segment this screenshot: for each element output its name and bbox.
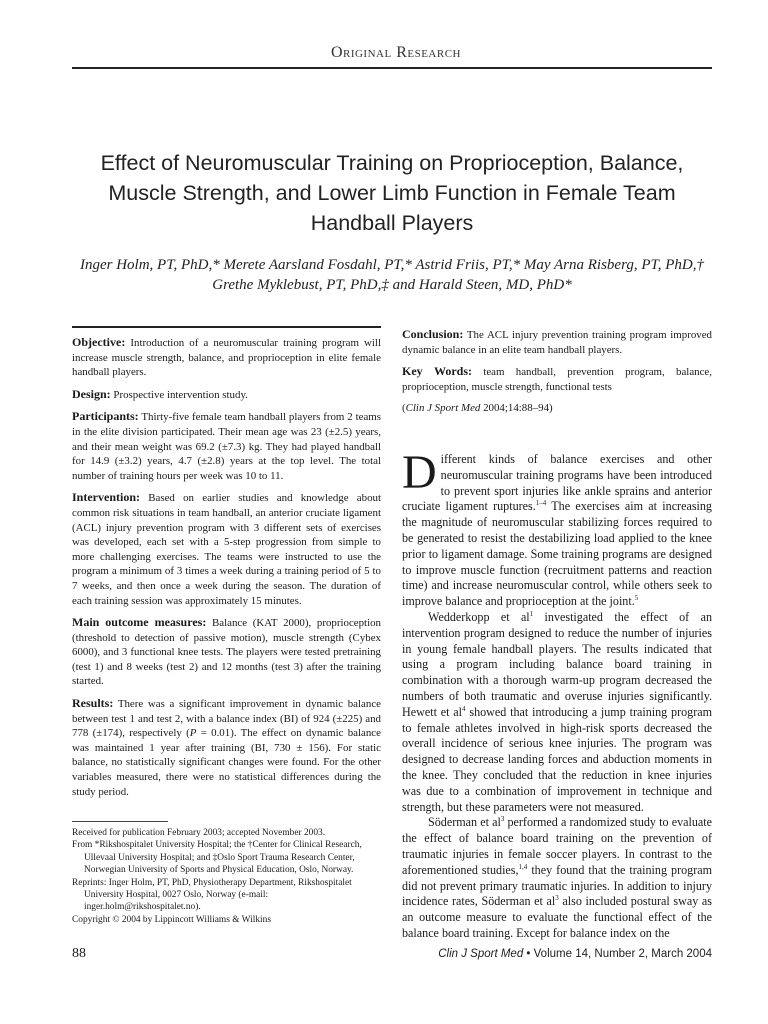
footnote-copyright: Copyright © 2004 by Lippincott Williams & Wilkins: [72, 914, 271, 925]
abstract-keywords: [402, 364, 712, 394]
citation-sup: 3: [500, 815, 505, 824]
body-text: also included postural sway as an outcome measure to evaluate the functional effect of the balance board training. Except for balance index on the: [402, 894, 712, 940]
footnotes: [72, 827, 381, 926]
title-line: Handball Players: [310, 211, 474, 235]
body-text: The exercises aim at increasing the magnitude of neuromuscular stabilizing forces required to be generated to resist the destabilizing load applied to the knee prior to ligament damage. Some training programs are designed to improve muscle function (recruitment patterns and reaction time) and increase neuromuscular control, while others seek to improve balance and proprioception at the joint.: [402, 499, 712, 609]
citation: (Clin J Sport Med 2004;14:88–94): [402, 402, 553, 415]
citation-sup: 5: [634, 594, 639, 603]
authors-line: Inger Holm, PT, PhD,* Merete Aarsland Fosdahl, PT,* Astrid Friis, PT,* May Arna Risberg, PT, PhD,†: [79, 257, 704, 273]
article-body: [402, 446, 712, 942]
objective-label: Objective:: [72, 335, 126, 349]
abstract-objective: [72, 335, 381, 380]
body-text: performed a randomized study to evaluate the effect of balance board training on the prevention of traumatic injuries in female soccer players. In contrast to the aforementioned studies,: [402, 815, 712, 877]
abstract-results: [72, 696, 381, 799]
conclusion-label: Conclusion:: [402, 327, 464, 341]
citation-sup: 3: [555, 894, 559, 903]
results-label: Results:: [72, 696, 114, 711]
header-rule: [72, 67, 712, 69]
conclusion-text: The ACL injury prevention training program improved dynamic balance in an elite team handball players.: [402, 329, 712, 356]
results-text: = 0.01). The effect on dynamic balance was maintained 1 year after training (BI, 730 ± 156). For static balance, no statistically significant changes were found. For the other variables measured, there were no statistical differences during the study period.: [72, 727, 381, 798]
drop-cap: D: [402, 446, 437, 499]
participants-label: Participants:: [72, 409, 139, 424]
citation-details: 2004;14:88–94): [480, 402, 553, 415]
outcome-label: Main outcome measures:: [72, 615, 207, 630]
abstract-conclusion: [402, 327, 712, 357]
abstract-outcome: [72, 615, 381, 689]
abstract-rule: [72, 326, 381, 328]
journal-issue: • Volume 14, Number 2, March 2004: [523, 948, 712, 960]
participants-text: Thirty-five female team handball players from 2 teams in the elite division participated. Their mean age was 23 (±2.5) years, and their mean weight was 69.2 (±7.3) kg. They had played handball for 14.9 (±3.2) years, 4.7 (±2.8) years at the top level. The total number of training hours per week was 10 to 11.: [72, 411, 381, 482]
body-paragraph: [402, 815, 712, 941]
keywords-text: team handball, prevention program, balance, proprioception, muscle strength, functional tests: [402, 366, 712, 393]
authors-line: Grethe Myklebust, PT, PhD,‡ and Harald Steen, MD, PhD*: [212, 277, 572, 293]
abstract-right-column: [402, 327, 712, 423]
footnote-received: Received for publication February 2003; accepted November 2003.: [72, 828, 326, 838]
design-text: Prospective intervention study.: [113, 388, 248, 401]
author-list: [60, 255, 724, 295]
abstract-participants: [72, 409, 381, 483]
abstract-design: [72, 387, 381, 403]
citation-sup: 4: [462, 704, 466, 713]
abstract-left-column: [72, 335, 381, 806]
design-label: Design:: [72, 386, 111, 401]
footnote-affiliations: From *Rikshospitalet University Hospital; the †Center for Clinical Research, Ullevaal University Hospital; and ‡Oslo Sport Trauma Research Center, Norwegian University of Sports and Physical Education, Oslo, Norway.: [72, 840, 362, 876]
results-text: There was a significant improvement in dynamic balance between test 1 and test 2, with a balance index (BI) of 924 (±225) and 778 (±174), respectively (: [72, 698, 381, 740]
journal-footer: [438, 948, 712, 960]
body-text: ifferent kinds of balance exercises and other neuromuscular training programs have been introduced to prevent sport injuries like ankle sprains and anterior cruciate ligament ruptures.: [402, 452, 712, 514]
body-text: they found that the training program did not prevent primary traumatic injuries. In addition to injury incidence rates, Söderman et al: [402, 862, 712, 909]
body-text: Söderman et al: [428, 815, 501, 830]
journal-name: Clin J Sport Med: [438, 948, 524, 960]
abstract-intervention: [72, 490, 381, 608]
body-text: Wedderkopp et al: [428, 609, 530, 624]
citation-sup: 1: [529, 609, 534, 618]
intervention-label: Intervention:: [72, 490, 140, 505]
body-paragraph: [402, 610, 712, 815]
citation-journal: Clin J Sport Med: [405, 402, 481, 415]
title-line: Muscle Strength, and Lower Limb Function in Female Team: [108, 181, 676, 205]
objective-text: Introduction of a neuromuscular training program will increase muscle strength, balance, and proprioception in elite female handball players.: [72, 337, 381, 379]
article-title: [60, 148, 724, 238]
citation-sup: 1–4: [535, 499, 547, 508]
outcome-text: Balance (KAT 2000), proprioception (threshold to detection of passive motion), muscle strength (Cybex 6000), and 3 functional knee tests. The players were tested pretraining (test 1) and 8 weeks (test 2) and 12 months (test 3) after the training started.: [72, 617, 381, 688]
footnote-rule: [72, 821, 168, 822]
citation-sup: 1,4: [518, 862, 528, 871]
section-header: Original Research: [330, 44, 461, 61]
keywords-label: Key Words:: [402, 364, 473, 379]
body-text: showed that introducing a jump training program to female athletes involved in high-risk sports decreased the overall incidence of serious knee injuries. The program was designed to decrease landing forces and abduction moments in the knee. They concluded that the reduction in knee injuries was due to a combination of improvement in technique and strength, but these parameters were not measured.: [402, 704, 712, 814]
footnote-reprints: Reprints: Inger Holm, PT, PhD, Physiotherapy Department, Rikshospitalet University Hospital, 0027 Oslo, Norway (e-mail: inger.holm@rikshospitalet.no).: [72, 877, 352, 913]
results-p-symbol: P: [189, 727, 197, 740]
intervention-text: Based on earlier studies and knowledge about common risk situations in team handball, an anterior cruciate ligament (ACL) injury prevention program with 3 different sets of exercises was developed, each set with a 5-step progression from simple to more challenging exercises. The teams were instructed to use the program a minimum of 3 times a week during a training period of 5 to 7 weeks, and then once a week during the season. The duration of each training session was approximately 15 minutes.: [72, 492, 381, 607]
body-paragraph: [402, 446, 712, 610]
body-text: investigated the effect of an intervention program designed to reduce the number of injuries in young female handball players. The results indicated that using a program including balance board training in combination with a thorough warm-up program decreased the numbers of both traumatic and overuse injuries significantly. Hewett et al: [402, 609, 712, 719]
title-line: Effect of Neuromuscular Training on Proprioception, Balance,: [100, 151, 684, 175]
page-number: 88: [72, 946, 86, 961]
